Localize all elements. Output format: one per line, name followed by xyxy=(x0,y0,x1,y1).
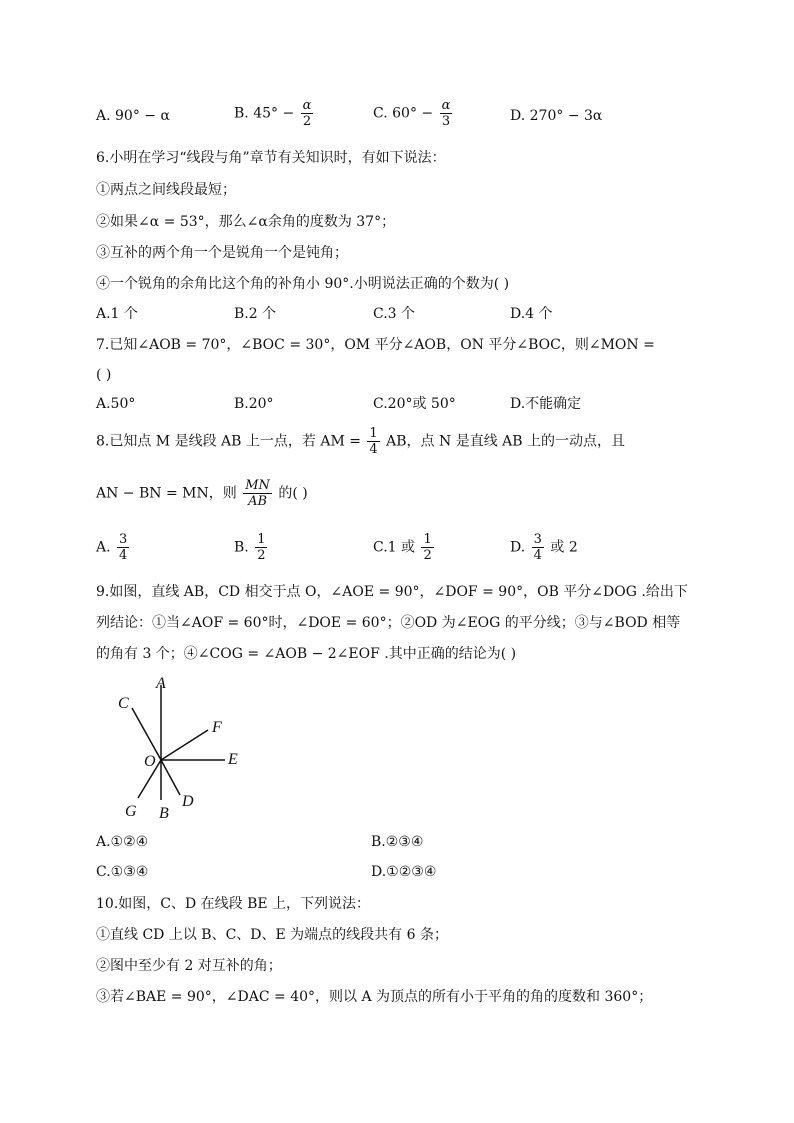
q10-statement-1: ①直线 CD 上以 B、C、D、E 为端点的线段共有 6 条； xyxy=(96,927,448,943)
stem-text: 的( ) xyxy=(278,485,308,502)
q9-line-2: 列结论：①当∠AOF = 60°时，∠DOE = 60°；②OD 为∠EOG 的平分线；③与∠BOD 相等 xyxy=(96,615,681,631)
fraction xyxy=(255,532,267,563)
label-f: F xyxy=(212,719,222,736)
fraction xyxy=(243,478,272,509)
numerator: 1 xyxy=(423,532,432,547)
q5-option-c xyxy=(373,98,454,129)
q6-stem: 6.小明在学习“线段与角”章节有关知识时，有如下说法： xyxy=(96,150,446,166)
q9-line-1: 9.如图，直线 AB，CD 相交于点 O，∠AOE = 90°，∠DOF = 90°，OB 平分∠DOG .给出下 xyxy=(96,584,688,600)
q5-option-d xyxy=(510,106,602,126)
q8-stem xyxy=(96,426,625,457)
numerator: α xyxy=(441,98,451,113)
denominator: AB xyxy=(248,494,268,509)
q8-option-c xyxy=(373,532,436,563)
q7-paren: ( ) xyxy=(96,367,112,383)
q7-option-a: A.50° xyxy=(96,396,136,412)
fraction xyxy=(367,426,379,457)
option-letter: A. xyxy=(96,539,111,556)
option-letter: D. xyxy=(510,108,526,124)
fraction xyxy=(301,98,314,129)
stem-text: 8.已知点 M 是线段 AB 上一点，若 AM = xyxy=(96,433,361,450)
denominator: 2 xyxy=(423,548,432,563)
q6-option-b: B.2 个 xyxy=(234,306,277,322)
q6-statement-1: ①两点之间线段最短； xyxy=(96,182,236,198)
q9-option-a: A.①②④ xyxy=(96,834,149,850)
numerator: 1 xyxy=(369,426,378,441)
stem-text: AN − BN = MN，则 xyxy=(96,485,237,502)
label-a: A xyxy=(156,675,166,692)
denominator: 4 xyxy=(369,442,378,457)
fraction xyxy=(440,98,453,129)
option-text: 60° − xyxy=(392,105,434,122)
q9-option-b: B.②③④ xyxy=(371,834,424,850)
option-letter: C. xyxy=(373,105,388,122)
label-d: D xyxy=(182,793,194,810)
q10-statement-2: ②图中至少有 2 对互补的角； xyxy=(96,958,282,974)
ray-od xyxy=(161,760,180,795)
q6-statement-3: ③互补的两个角一个是锐角一个是钝角； xyxy=(96,245,348,261)
numerator: α xyxy=(302,98,312,113)
denominator: 2 xyxy=(302,114,312,129)
numerator: 1 xyxy=(257,532,266,547)
q6-option-c: C.3 个 xyxy=(373,306,416,322)
q6-statement-2: ②如果∠α = 53°，那么∠α余角的度数为 37°； xyxy=(96,214,396,230)
q9-line-3: 的角有 3 个；④∠COG = ∠AOB − 2∠EOF .其中正确的结论为( ) xyxy=(96,646,517,662)
q6-option-a: A.1 个 xyxy=(96,306,138,322)
q7-option-d: D.不能确定 xyxy=(510,396,582,412)
fraction xyxy=(117,532,129,563)
q8-option-a xyxy=(96,532,131,563)
option-text: 或 2 xyxy=(550,539,578,556)
q8-line2 xyxy=(96,478,308,509)
q8-option-b xyxy=(234,532,269,563)
option-letter: B. xyxy=(234,539,249,556)
option-letter: D. xyxy=(510,539,526,556)
q10-stem: 10.如图，C、D 在线段 BE 上，下列说法： xyxy=(96,896,371,912)
q8-option-d xyxy=(510,532,578,563)
option-text: 90° − α xyxy=(115,108,170,124)
q10-statement-3: ③若∠BAE = 90°，∠DAC = 40°，则以 A 为顶点的所有小于平角的角的度数和 360°； xyxy=(96,989,653,1005)
q5-option-b xyxy=(234,98,315,129)
q7-stem: 7.已知∠AOB = 70°，∠BOC = 30°，OM 平分∠AOB，ON 平分∠BOC，则∠MON = xyxy=(96,337,655,353)
option-letter: A. xyxy=(96,108,111,124)
q7-option-c: C.20°或 50° xyxy=(373,396,456,412)
fraction xyxy=(421,532,433,563)
option-text: 270° − 3α xyxy=(529,108,603,124)
stem-text: AB，点 N 是直线 AB 上的一动点，且 xyxy=(386,433,626,450)
option-text: C.1 或 xyxy=(373,539,416,556)
denominator: 4 xyxy=(533,548,542,563)
option-letter: B. xyxy=(234,105,249,122)
denominator: 2 xyxy=(257,548,266,563)
q6-statement-4: ④一个锐角的余角比这个角的补角小 90°.小明说法正确的个数为( ) xyxy=(96,276,510,292)
denominator: 3 xyxy=(441,114,451,129)
q9-figure xyxy=(110,670,260,825)
fraction xyxy=(532,532,544,563)
q9-option-c: C.①③④ xyxy=(96,864,149,880)
q7-option-b: B.20° xyxy=(234,396,274,412)
label-g: G xyxy=(125,803,137,820)
q6-option-d: D.4 个 xyxy=(510,306,553,322)
ray-of xyxy=(161,730,208,760)
option-text: 45° − xyxy=(253,105,295,122)
label-b: B xyxy=(159,805,169,822)
q9-option-d: D.①②③④ xyxy=(371,864,437,880)
q5-option-a xyxy=(96,106,170,126)
label-e: E xyxy=(228,751,238,768)
numerator: 3 xyxy=(533,532,542,547)
denominator: 4 xyxy=(119,548,128,563)
numerator: 3 xyxy=(119,532,128,547)
label-c: C xyxy=(118,695,129,712)
label-o: O xyxy=(144,753,156,770)
numerator: MN xyxy=(245,478,270,493)
